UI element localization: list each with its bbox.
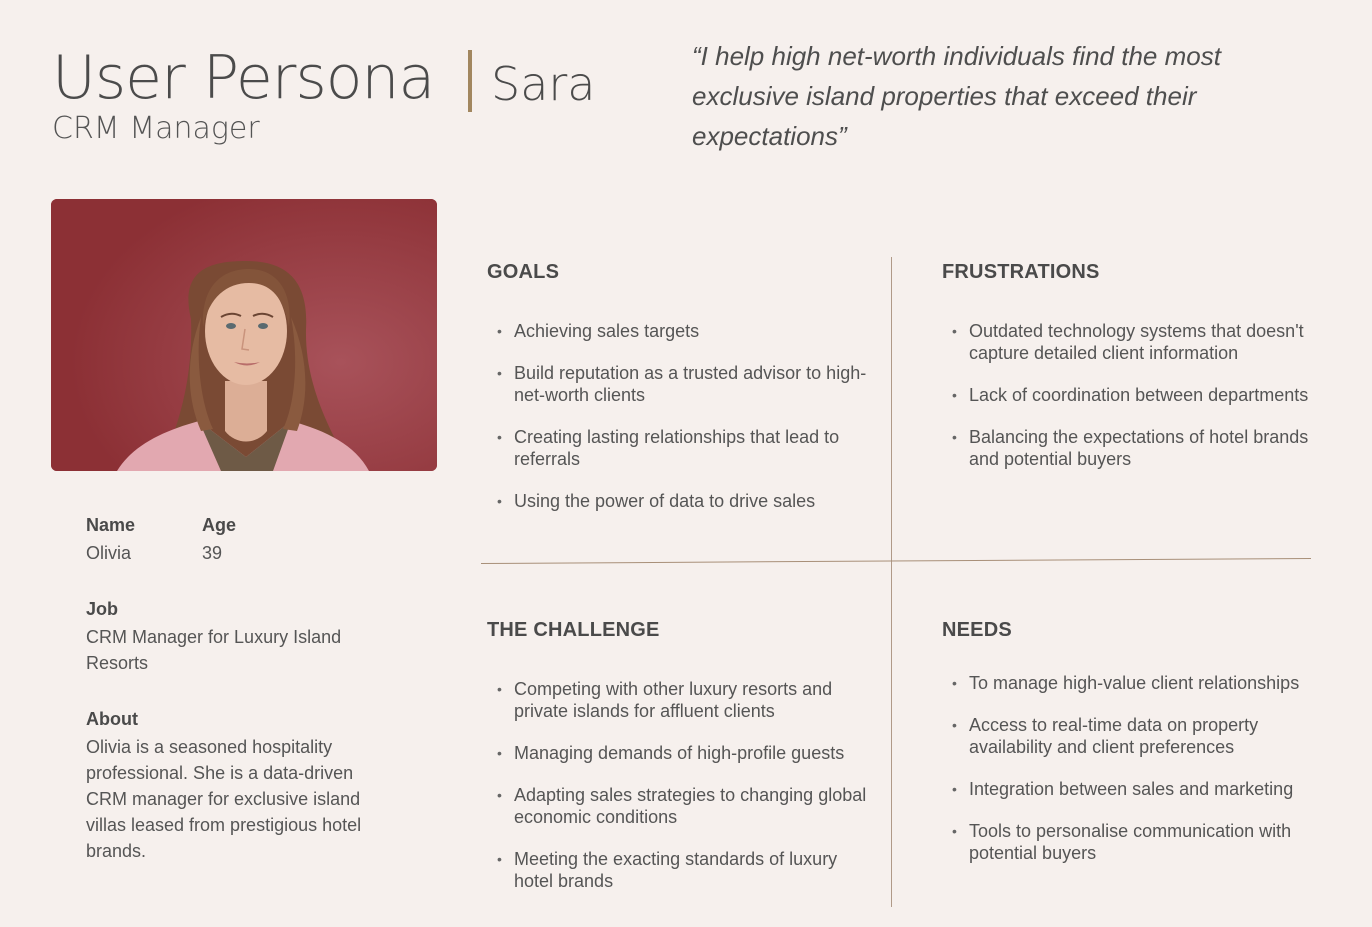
persona-role: CRM Manager — [52, 111, 260, 146]
persona-quote: “I help high net-worth individuals find the most exclusive island properties that exceed their expectations” — [692, 41, 1221, 151]
list-item: • Access to real-time data on property availability and client preferences — [942, 714, 1332, 758]
list-item: • Balancing the expectations of hotel brands and potential buyers — [942, 426, 1332, 470]
list-item: • Using the power of data to drive sales — [487, 490, 877, 512]
name-label: Name — [86, 515, 136, 535]
title-divider — [468, 50, 472, 112]
list-item: • Creating lasting relationships that lead to referrals — [487, 426, 877, 470]
persona-photo — [51, 199, 437, 471]
goals-title: GOALS — [487, 261, 560, 283]
challenge-title: THE CHALLENGE — [487, 619, 660, 641]
list-item: • Achieving sales targets — [487, 320, 877, 342]
list-item: • Build reputation as a trusted advisor to high-net-worth clients — [487, 362, 877, 406]
portrait-illustration — [51, 199, 437, 471]
age-value: 39 — [202, 543, 223, 563]
list-item: • Lack of coordination between departments — [942, 384, 1332, 406]
challenge-list — [487, 678, 877, 912]
list-item: • Adapting sales strategies to changing global economic conditions — [487, 784, 877, 828]
list-item: • Tools to personalise communication with potential buyers — [942, 820, 1332, 864]
list-item: • Competing with other luxury resorts and private islands for affluent clients — [487, 678, 877, 722]
quadrant-vertical-divider — [891, 257, 892, 907]
needs-title: NEEDS — [942, 619, 1012, 641]
persona-name: Sara — [491, 57, 596, 111]
name-value: Olivia — [86, 543, 132, 563]
about-value: Olivia is a seasoned hospitality professional. She is a data-driven CRM manager for exclusive island villas leased from prestigious hotel brands. — [86, 737, 362, 861]
job-label: Job — [86, 599, 119, 619]
about-label: About — [86, 709, 138, 729]
job-value: CRM Manager for Luxury Island Resorts — [86, 627, 342, 673]
list-item: • To manage high-value client relationships — [942, 672, 1332, 694]
page-title: User Persona — [52, 43, 435, 113]
frustrations-title: FRUSTRATIONS — [942, 261, 1100, 283]
list-item: • Managing demands of high-profile guests — [487, 742, 877, 764]
frustrations-list — [942, 320, 1332, 490]
needs-list — [942, 672, 1332, 884]
list-item: • Meeting the exacting standards of luxury hotel brands — [487, 848, 877, 892]
list-item: • Outdated technology systems that doesn't capture detailed client information — [942, 320, 1332, 364]
goals-list — [487, 320, 877, 532]
list-item: • Integration between sales and marketing — [942, 778, 1332, 800]
age-label: Age — [202, 515, 237, 535]
quadrant-horizontal-divider — [481, 557, 1311, 565]
